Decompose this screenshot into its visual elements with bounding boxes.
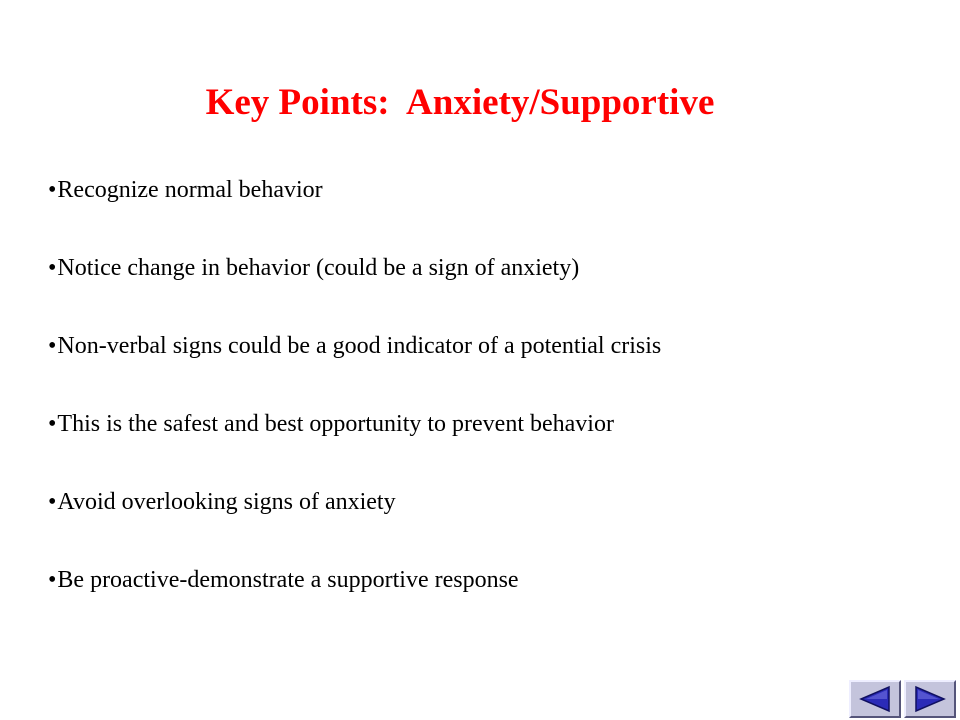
- bullet-item: [48, 248, 661, 288]
- next-slide-button[interactable]: [904, 680, 956, 718]
- bullet-marker: •: [48, 177, 57, 203]
- bullet-item: [48, 560, 661, 600]
- bullet-text: This is the safest and best opportunity to prevent behavior: [57, 411, 614, 437]
- bullet-item: [48, 326, 661, 366]
- triangle-left-icon: [858, 685, 892, 713]
- triangle-right-icon: [913, 685, 947, 713]
- bullet-marker: •: [48, 489, 57, 515]
- bullet-text: Recognize normal behavior: [57, 177, 323, 203]
- bullet-text: Notice change in behavior (could be a sign of anxiety): [57, 255, 580, 281]
- bullet-marker: •: [48, 255, 57, 281]
- bullet-text: Be proactive-demonstrate a supportive response: [57, 567, 519, 593]
- slide-title: Key Points: Anxiety/Supportive: [205, 82, 715, 123]
- bullet-marker: •: [48, 567, 57, 593]
- bullet-marker: •: [48, 333, 57, 359]
- bullet-text: Non-verbal signs could be a good indicator of a potential crisis: [57, 333, 662, 359]
- bullet-item: [48, 170, 661, 210]
- bullet-text: Avoid overlooking signs of anxiety: [57, 489, 396, 515]
- bullet-item: [48, 482, 661, 522]
- bullet-list: [48, 170, 661, 638]
- slide-navigation: [849, 680, 960, 720]
- bullet-item: [48, 404, 661, 444]
- previous-slide-button[interactable]: [849, 680, 901, 718]
- bullet-marker: •: [48, 411, 57, 437]
